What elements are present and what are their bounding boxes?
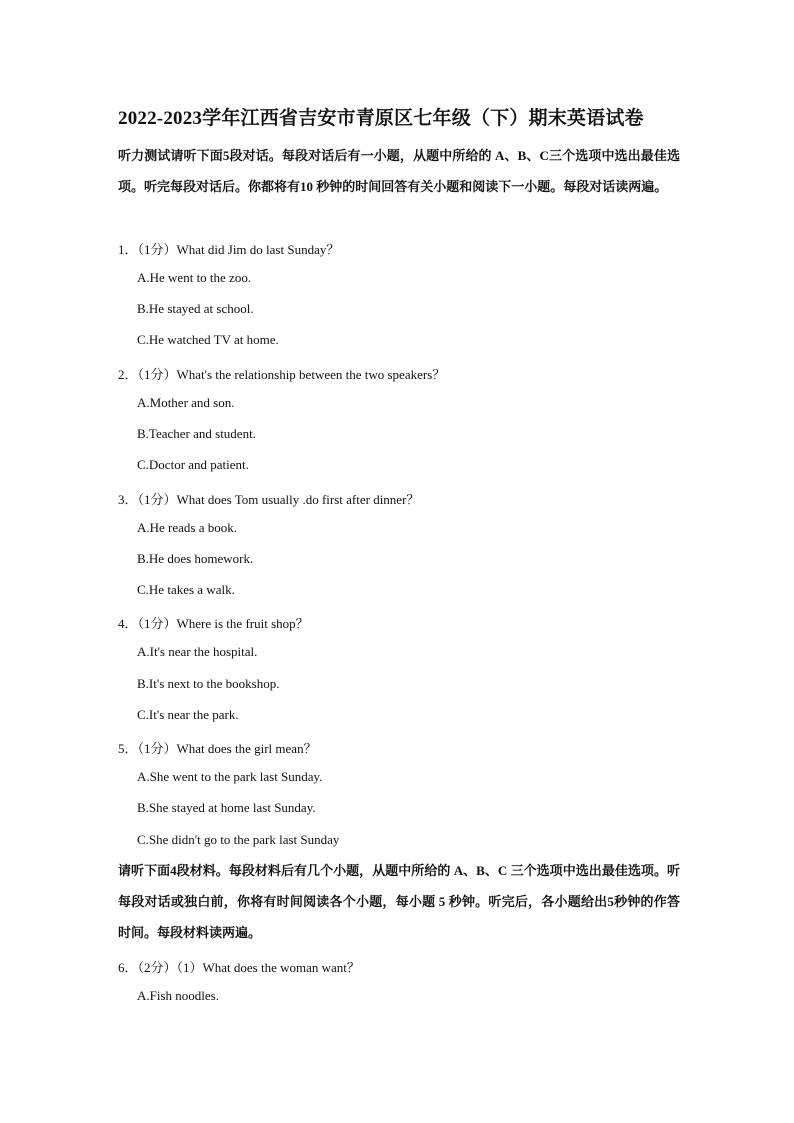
question-5-option-a: A.She went to the park last Sunday. xyxy=(137,769,323,784)
question-2-option-c: C.Doctor and patient. xyxy=(137,457,249,472)
question-4-option-c: C.It's near the park. xyxy=(137,707,239,722)
question-4-option-b: B.It's next to the bookshop. xyxy=(137,676,280,691)
question-5: 5．（1分）What does the girl mean？ xyxy=(118,741,317,756)
question-1-option-c: C.He watched TV at home. xyxy=(137,332,279,347)
question-1-option-b: B.He stayed at school. xyxy=(137,301,254,316)
question-3-option-c: C.He takes a walk. xyxy=(137,582,235,597)
listening-instructions: 听力测试请听下面5段对话。每段对话后有一小题，从题中所给的 A、B、C三个选项中选出最佳选项。听完每段对话后。你都将有10 秒钟的时间回答有关小题和阅读下一小题。每段对话读两遍。 xyxy=(118,148,680,194)
question-3: 3．（1分）What does Tom usually .do first after dinner？ xyxy=(118,492,420,507)
page-title: 2022-2023学年江西省吉安市青原区七年级（下）期末英语试卷 xyxy=(118,108,644,129)
question-3-option-a: A.He reads a book. xyxy=(137,520,237,535)
question-2: 2．（1分）What's the relationship between the two speakers？ xyxy=(118,367,446,382)
question-2-option-b: B.Teacher and student. xyxy=(137,426,256,441)
question-5-option-c: C.She didn't go to the park last Sunday xyxy=(137,832,340,847)
question-3-option-b: B.He does homework. xyxy=(137,551,254,566)
question-4-option-a: A.It's near the hospital. xyxy=(137,644,258,659)
question-1: 1．（1分）What did Jim do last Sunday？ xyxy=(118,242,340,257)
section-2-instructions: 请听下面4段材料。每段材料后有几个小题，从题中所给的 A、B、C 三个选项中选出最佳选项。听每段对话或独白前，你将有时间阅读各个小题，每小题 5 秒钟。听完后，各小题给出5秒钟的作答时间。每段材料读两遍。 xyxy=(118,863,680,940)
question-4: 4．（1分）Where is the fruit shop？ xyxy=(118,616,309,631)
question-1-option-a: A.He went to the zoo. xyxy=(137,270,252,285)
question-2-option-a: A.Mother and son. xyxy=(137,395,235,410)
question-6: 6．（2分）（1）What does the woman want？ xyxy=(118,960,360,975)
question-6-option-a: A.Fish noodles. xyxy=(137,988,219,1003)
question-5-option-b: B.She stayed at home last Sunday. xyxy=(137,800,316,815)
